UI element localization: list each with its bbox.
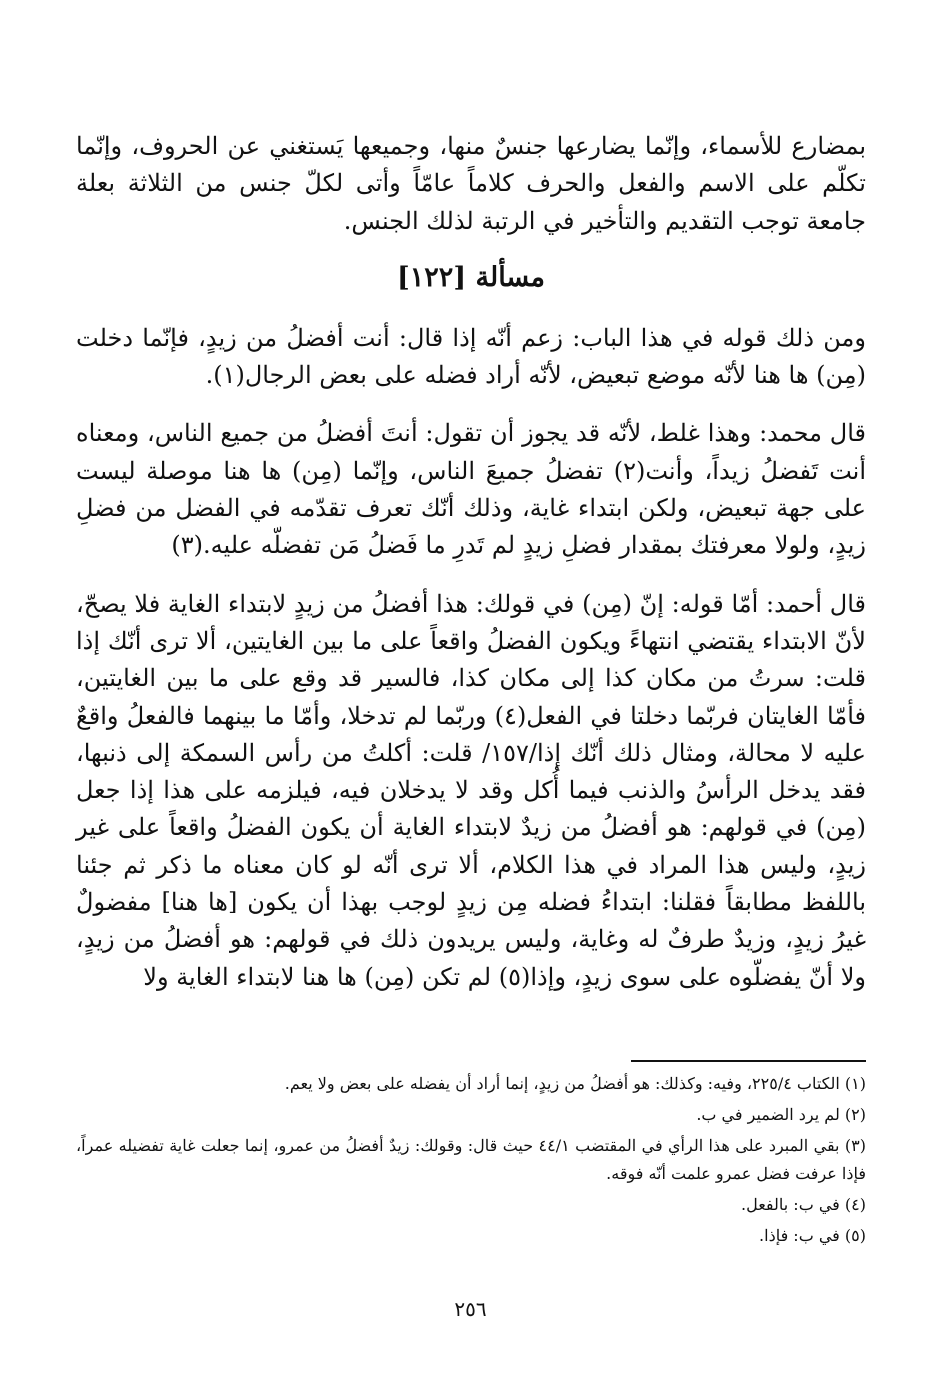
footnote-3: (٣) بقي المبرد على هذا الرأي في المقتضب ٤٤/١ حيث قال: وقولك: زيدٌ أفضلُ من عمرو، إنما جعلت غاية تفضيله عمراً، فإذا عرفت فضل عمرو علمت أنّه فوقه.	[76, 1136, 866, 1183]
page-number: ٢٥٦	[454, 1297, 487, 1321]
footnote-5: (٥) في ب: فإذا.	[759, 1226, 866, 1245]
footnote-rule	[631, 1060, 866, 1062]
main-text	[76, 128, 866, 996]
intro-paragraph: بمضارع للأسماء، وإنّما يضارعها جنسٌ منها، وجميعها يَستغني عن الحروف، وإنّما تكلّم على الاسم والفعل والحرف كلاماً عامّاً وأتى لكلّ جنس من الثلاثة بعلة جامعة توجب التقديم والتأخير في الرتبة لذلك الجنس.	[76, 132, 866, 235]
section-heading: مسألة [١٢٢]	[397, 261, 545, 293]
paragraph-2: قال محمد: وهذا غلط، لأنّه قد يجوز أن تقول: أنتَ أفضلُ من جميع الناس، ومعناه أنت تَفضلُ زيداً، وأنت(٢) تفضلُ جميعَ الناس، وإنّما (مِن) ها هنا موصلة ليست على جهة تبعيض، ولكن ابتداء غاية، وذلك أنّك تعرف تقدّمه في الفضل من فضلِ زيدٍ، ولولا معرفتك بمقدار فضلِ زيدٍ لم تَدرِ ما فَضلُ مَن تفضلّه عليه.(٣)	[76, 419, 866, 560]
footnote-1: (١) الكتاب ٢٢٥/٤، وفيه: وكذلك: هو أفضلُ من زيدٍ، إنما أراد أن يفضله على بعض ولا يعم.	[284, 1074, 866, 1093]
footnotes	[76, 1060, 866, 1253]
footnote-list	[76, 1070, 866, 1250]
paragraph-3: قال أحمد: أمّا قوله: إنّ (مِن) في قولك: هذا أفضلُ من زيدٍ لابتداء الغاية فلا يصحّ، لأنّ الابتداء يقتضي انتهاءً ويكون الفضلُ واقعاً على ما بين الغايتين، ألا ترى أنّك إذا قلت: سرتُ من مكان كذا إلى مكان كذا، فالسير قد وقع على ما بين الغايتين، فأمّا الغايتان فربّما دخلتا في الفعل(٤) وربّما لم تدخلا، وأمّا ما بينهما فالفعلُ واقعٌ عليه لا محالة، ومثال ذلك أنّك إذا/١٥٧/ قلت: أكلتُ من رأس السمكة إلى ذنبها، فقد يدخل الرأسُ والذنب فيما أُكل وقد لا يدخلان فيه، فيلزمه على هذا إذا جعل (مِن) في قولهم: هو أفضلُ من زيدٌ لابتداء الغاية أن يكون الفضلُ واقعاً على غير زيدٍ، وليس هذا المراد في هذا الكلام، ألا ترى أنّه لو كان معناه ما ذكر ثم جئنا باللفظ مطابقاً فقلنا: ابتداءُ فضله مِن زيدٍ لوجب بهذا أن يكون [ها هنا] مفضولٌ غيرُ زيدٍ، وزيدٌ طرفٌ له وغاية، وليس يريدون ذلك في قولهم: هو أفضلُ من زيدٍ، ولا أنّ يفضلّوه على سوى زيدٍ، وإذا(٥) لم تكن (مِن) ها هنا لابتداء الغاية ولا	[76, 589, 867, 991]
footnote-4: (٤) في ب: بالفعل.	[741, 1195, 866, 1214]
footnote-2: (٢) لم يرد الضمير في ب.	[696, 1105, 866, 1124]
paragraph-1: ومن ذلك قوله في هذا الباب: زعم أنّه إذا قال: أنت أفضلُ من زيدٍ، فإنّما دخلت (مِن) ها هنا لأنّه موضع تبعيض، لأنّه أراد فضله على بعض الرجال(١).	[76, 323, 866, 390]
